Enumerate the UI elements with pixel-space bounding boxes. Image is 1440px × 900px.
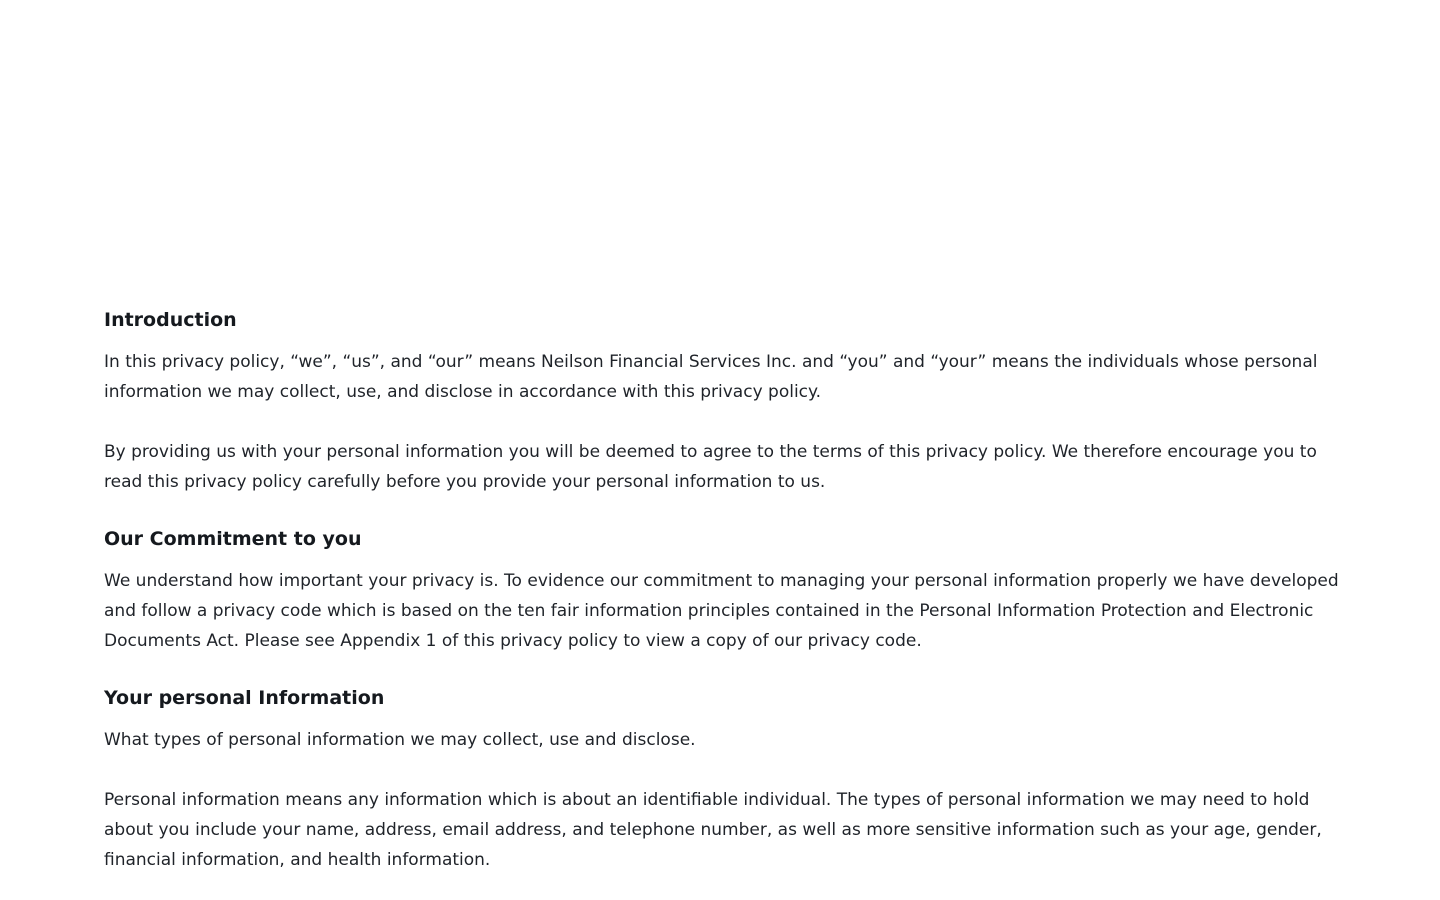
personal-information-section: [104, 684, 1344, 875]
section-paragraph: Personal information means any information which is about an identifiable individual. The types of personal information we may need to hold about you include your name, address, email address, and telephone number, as well as more sensitive information such as your age, gender, financial information, and health information.: [104, 790, 1322, 870]
section-heading: Introduction: [104, 309, 237, 331]
section-heading: Your personal Information: [104, 687, 385, 709]
section-paragraph: We understand how important your privacy is. To evidence our commitment to managing your personal information properly we have developed and follow a privacy code which is based on the ten fair information principles contained in the Personal Information Protection and Electronic Documents Act. Please see Appendix 1 of this privacy policy to view a copy of our privacy code.: [104, 571, 1339, 651]
privacy-policy-content: [104, 306, 1344, 875]
section-heading: Our Commitment to you: [104, 528, 362, 550]
section-paragraph: What types of personal information we may collect, use and disclose.: [104, 730, 696, 750]
section-paragraph: By providing us with your personal information you will be deemed to agree to the terms of this privacy policy. We therefore encourage you to read this privacy policy carefully before you provide your personal information to us.: [104, 442, 1317, 492]
introduction-section: [104, 306, 1344, 497]
commitment-section: [104, 525, 1344, 656]
section-paragraph: In this privacy policy, “we”, “us”, and “our” means Neilson Financial Services Inc. and “you” and “your” means the individuals whose personal information we may collect, use, and disclose in accordance with this privacy policy.: [104, 352, 1318, 402]
